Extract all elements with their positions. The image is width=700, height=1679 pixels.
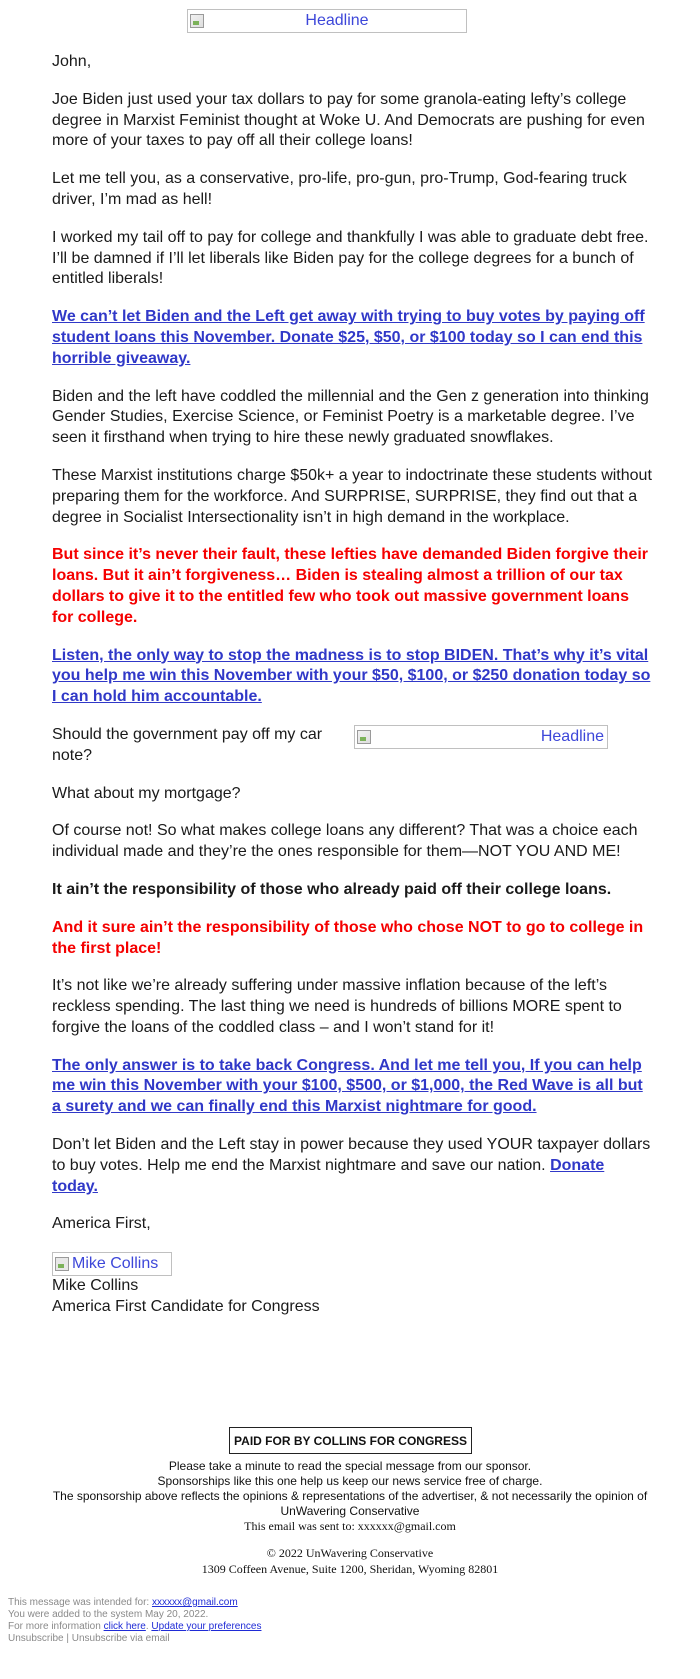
intended-for-label: This message was intended for: [8, 1597, 152, 1608]
donate-link-paragraph [52, 307, 654, 369]
unsubscribe-line [8, 1633, 261, 1645]
paid-for-disclaimer: PAID FOR BY COLLINS FOR CONGRESS [229, 1427, 472, 1454]
header-image-alt: Headline [305, 12, 369, 29]
donate-today-link[interactable]: Donate today. [52, 1156, 605, 1195]
donate-link-paragraph [52, 646, 654, 708]
donate-link-3[interactable]: The only answer is to take back Congress. And let me tell you, If you can help me win this November with your $100, $500, or $1,000, the Red Wave is all but a surety and we can finally end this Marxist nightmare for good. [52, 1056, 643, 1116]
side-headline-image[interactable] [354, 725, 608, 749]
sponsor-notice [20, 1459, 680, 1534]
donate-link-1[interactable]: We can’t let Biden and the Left get away with trying to buy votes by paying off student loans this November. Donate $25, $50, or $100 today so I can end this horrible giveaway. [52, 308, 645, 367]
sponsor-line: Please take a minute to read the special message from our sponsor. [168, 1459, 532, 1473]
paragraph: Biden and the left have coddled the millennial and the Gen z generation into thinking Gender Studies, Exercise Science, or Feminist Poetry is a marketable degree. I’ve seen it firsthand when trying to hire these newly graduated snowflakes. [52, 387, 649, 447]
paragraph: I worked my tail off to pay for college and thankfully I was able to graduate debt free. I’ll be damned if I’ll let liberals like Biden pay for the college degrees for a bunch of entitled liberals! [52, 228, 649, 288]
copyright-block [20, 1545, 680, 1577]
paragraph: Should the government pay off my car note? [52, 725, 323, 764]
signature-image-alt: Mike Collins [72, 1254, 159, 1272]
signature-title: America First Candidate for Congress [52, 1298, 320, 1316]
donate-link-2[interactable]: Listen, the only way to stop the madness is to stop BIDEN. That’s why it’s vital you help me win this November with your $50, $100, or $250 donation today so I can hold him accountable. [52, 646, 651, 706]
unsubscribe-email-link[interactable]: Unsubscribe via email [71, 1633, 170, 1644]
click-here-link[interactable]: click here [103, 1621, 146, 1632]
update-preferences-link[interactable]: Update your preferences [151, 1621, 262, 1632]
sent-to-line: This email was sent to: xxxxxx@gmail.com [244, 1519, 456, 1533]
bold-paragraph: It ain’t the responsibility of those who already paid off their college loans. [52, 880, 612, 898]
pipe-separator: | [63, 1633, 72, 1644]
closing: America First, [52, 1215, 151, 1233]
red-emphasis-paragraph: But since it’s never their fault, these lefties have demanded Biden forgive their loans. But it ain’t forgiveness… Biden is stealing almost a trillion of our tax dollars to give it to the entitled few who took out massive government loans for college. [52, 546, 649, 626]
legal-footer [8, 1597, 261, 1645]
letter-body [52, 52, 654, 1318]
separator: . [145, 1621, 152, 1632]
added-date-line: You were added to the system May 20, 2022. [8, 1609, 209, 1620]
more-info-label: For more information [8, 1621, 104, 1632]
red-emphasis-paragraph: And it sure ain’t the responsibility of those who chose NOT to go to college in the first place! [52, 918, 644, 957]
signature-name: Mike Collins [52, 1277, 139, 1295]
paragraph: Let me tell you, as a conservative, pro-life, pro-gun, pro-Trump, God-fearing truck driver, I’m mad as hell! [52, 170, 627, 208]
header-image[interactable] [187, 9, 467, 33]
intended-email-link[interactable]: xxxxxx@gmail.com [151, 1597, 238, 1608]
final-paragraph [52, 1135, 654, 1197]
broken-image-icon [357, 730, 371, 744]
sponsor-line: The sponsorship above reflects the opinions & representations of the advertiser, & not necessarily the opinion of UnWavering Conservative [52, 1489, 648, 1518]
sponsor-line: Sponsorships like this one help us keep our news service free of charge. [157, 1474, 543, 1488]
copyright-line: © 2022 UnWavering Conservative [266, 1546, 434, 1560]
donate-link-paragraph [52, 1056, 654, 1118]
paragraph: Of course not! So what makes college loans any different? That was a choice each individual made and they’re the ones responsible for them—NOT YOU AND ME! [52, 822, 638, 861]
paragraph: Joe Biden just used your tax dollars to pay for some granola-eating lefty’s college degree in Marxist Feminist thought at Woke U. And Democrats are pushing for even more of your taxes to pay off all their college loans! [52, 90, 645, 150]
intended-for-line [8, 1597, 261, 1609]
paragraph: It’s not like we’re already suffering under massive inflation because of the left’s reckless spending. The last thing we need is hundreds of billions MORE spent to forgive the loans of the coddled class – and I won’t stand for it! [52, 977, 622, 1036]
paragraph-text: Don’t let Biden and the Left stay in power because they used YOUR taxpayer dollars to buy votes. Help me end the Marxist nightmare and save our nation. [52, 1136, 651, 1174]
car-note-row [52, 725, 654, 767]
paragraph: These Marxist institutions charge $50k+ a year to indoctrinate these students without preparing them for the workforce. And SURPRISE, SURPRISE, they find out that a degree in Socialist Intersectionality isn’t in high demand in the workplace. [52, 466, 652, 526]
unsubscribe-link[interactable]: Unsubscribe [8, 1633, 64, 1644]
signature-image[interactable] [52, 1252, 172, 1276]
address-line: 1309 Coffeen Avenue, Suite 1200, Sheridan, Wyoming 82801 [201, 1562, 499, 1576]
greeting: John, [52, 53, 92, 70]
broken-image-icon [55, 1257, 69, 1271]
more-info-line [8, 1621, 261, 1633]
side-image-alt: Headline [540, 727, 604, 745]
paragraph: What about my mortgage? [52, 784, 241, 802]
broken-image-icon [190, 14, 204, 28]
